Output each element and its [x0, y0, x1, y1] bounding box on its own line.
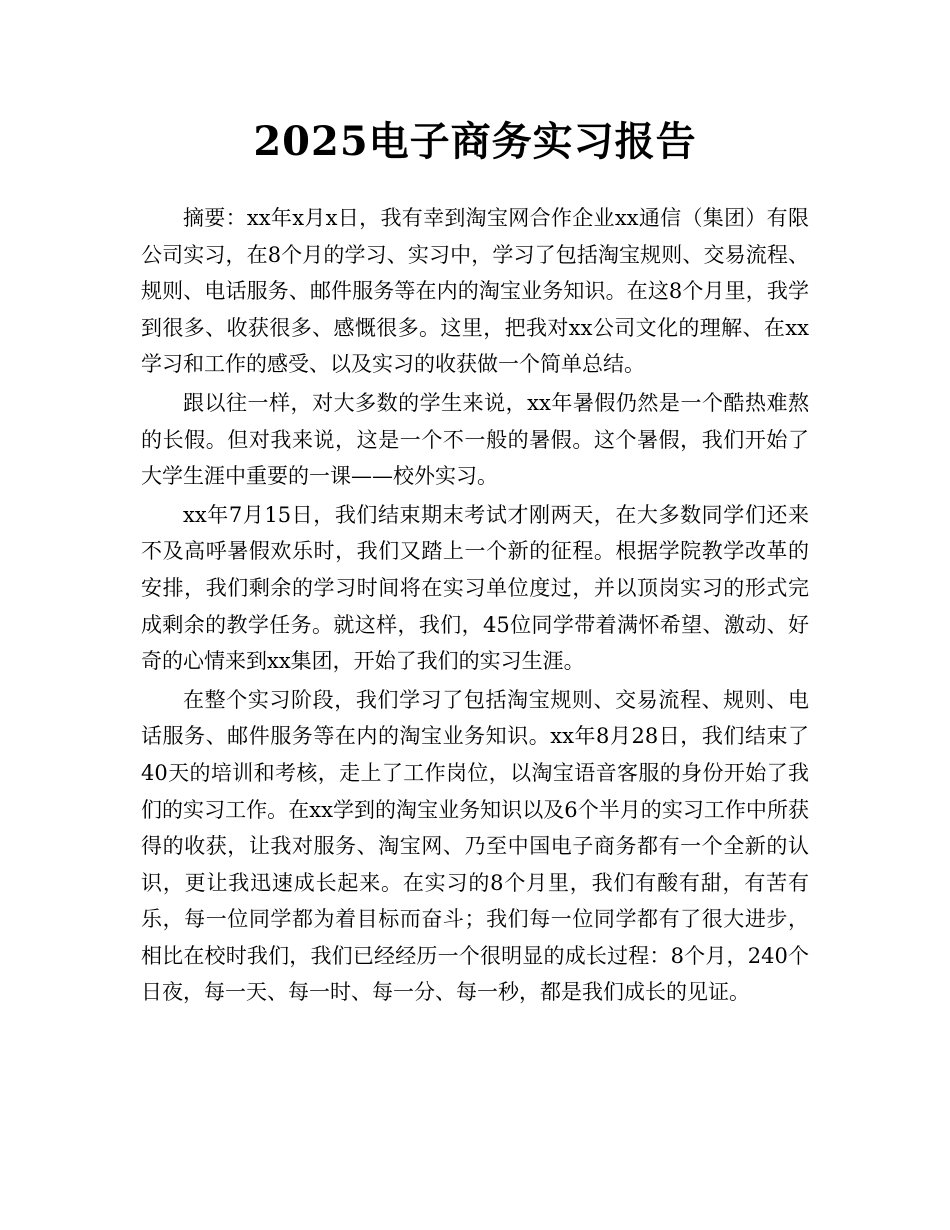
paragraph-abstract: 摘要：xx年x月x日，我有幸到淘宝网合作企业xx通信（集团）有限公司实习，在8个月的学习、实习中，学习了包括淘宝规则、交易流程、规则、电话服务、邮件服务等在内的淘宝业务知识。在这8个月里，我学到很多、收获很多、感慨很多。这里，把我对xx公司文化的理解、在xx学习和工作的感受、以及实习的收获做一个简单总结。	[141, 206, 809, 377]
paragraph-internship: 在整个实习阶段，我们学习了包括淘宝规则、交易流程、规则、电话服务、邮件服务等在内的淘宝业务知识。xx年8月28日，我们结束了40天的培训和考核，走上了工作岗位，以淘宝语音客服的身份开始了我们的实习工作。在xx学到的淘宝业务知识以及6个半月的实习工作中所获得的收获，让我对服务、淘宝网、乃至中国电子商务都有一个全新的认识，更让我迅速成长起来。在实习的8个月里，我们有酸有甜，有苦有乐，每一位同学都为着目标而奋斗；我们每一位同学都有了很大进步，相比在校时我们，我们已经经历一个很明显的成长过程：8个月，240个日夜，每一天、每一时、每一分、每一秒，都是我们成长的见证。	[141, 687, 809, 1005]
document-title: 2025电子商务实习报告	[253, 118, 697, 165]
document-body	[141, 200, 809, 1013]
paragraph-summer: 跟以往一样，对大多数的学生来说，xx年暑假仍然是一个酷热难熬的长假。但对我来说，这是一个不一般的暑假。这个暑假，我们开始了大学生涯中重要的一课——校外实习。	[141, 390, 809, 489]
paragraph-start: xx年7月15日，我们结束期末考试才刚两天，在大多数同学们还来不及高呼暑假欢乐时，我们又踏上一个新的征程。根据学院教学改革的安排，我们剩余的学习时间将在实习单位度过，并以顶岗实习的形式完成剩余的教学任务。就这样，我们，45位同学带着满怀希望、激动、好奇的心情来到xx集团，开始了我们的实习生涯。	[141, 502, 809, 674]
